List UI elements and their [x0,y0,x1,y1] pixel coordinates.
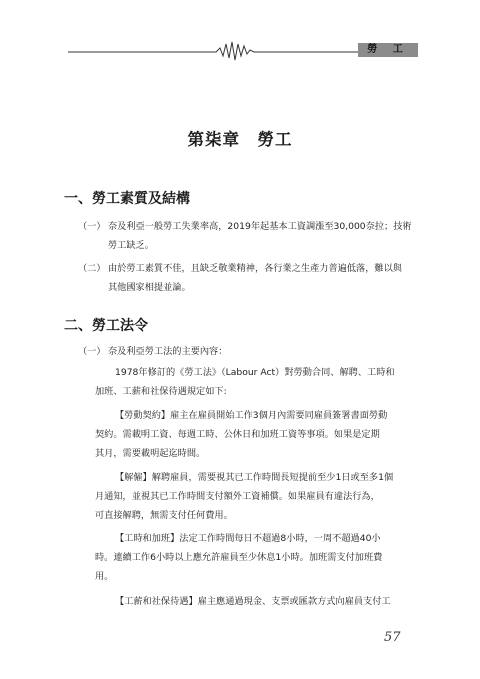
text-line: 奈及利亞勞工法的主要內容： [108,346,228,357]
text-line: 勞工缺乏。 [108,240,154,251]
text-line: 【解僱】解聘雇員，需要視其已工作時間長短提前至少1日或至多1個 [115,472,394,483]
text-line: 1978年修訂的《勞工法》（Labour Act）對勞動合同、解聘、工時和 [115,367,395,378]
section-heading-1: 一、勞工素質及結構 [64,191,190,207]
text-line: 【工薪和社保待遇】雇主應通過現金、支票或匯款方式向雇員支付工 [115,596,391,607]
text-line: 加班、工薪和社保待遇規定如下: [95,386,227,397]
text-line: 其他國家相提並論。 [108,282,191,293]
item-number: （二） [78,263,106,274]
item-number: （一） [78,346,106,357]
text-line: 用。 [95,571,114,582]
page-number: 57 [384,630,401,645]
text-line: 契約。需載明工資、每週工時、公休日和加班工資等事項。如果是定期 [95,429,380,440]
text-line: 由於勞工素質不佳，且缺乏敬業精神，各行業之生產力普遍低落，難以與 [108,263,402,274]
header-tag: 勞 工 [358,43,418,57]
text-line: 【勞動契約】雇主在雇員開始工作3個月內需要同雇員簽署書面勞動 [115,410,388,421]
chapter-title: 第柒章 勞工 [187,130,293,149]
item-number: （一） [78,221,106,232]
text-line: 其月，需要載明起迄時間。 [95,448,206,459]
text-line: 月通知，並視其已工作時間支付額外工資補償。如果雇員有違法行為， [95,491,380,502]
section-heading-2: 二、勞工法令 [64,318,148,334]
text-line: 可直接解聘，無需支付任何費用。 [95,510,233,521]
text-line: 奈及利亞一般勞工失業率高，2019年起基本工資調漲至30,000奈拉；技術 [108,221,412,232]
text-line: 時。連續工作6小時以上應允許雇員至少休息1小時。加班需支付加班費 [95,552,383,563]
running-header [68,38,418,62]
text-line: 【工時和加班】法定工作時間每日不超過8小時，一周不超過40小 [115,533,381,544]
